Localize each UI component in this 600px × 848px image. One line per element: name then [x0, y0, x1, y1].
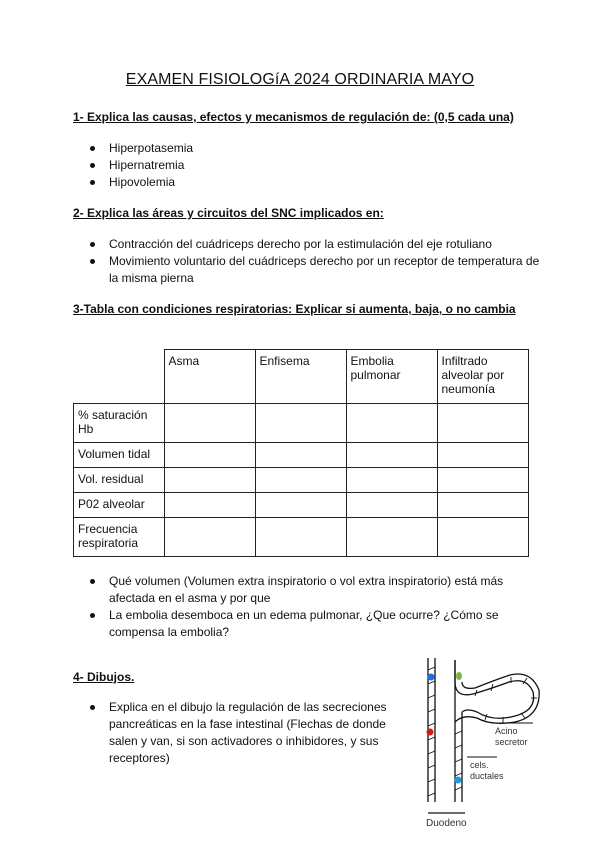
section-3-heading: 3-Tabla con condiciones respiratorias: Explicar si aumenta, baja, o no cambia — [73, 302, 516, 316]
column-header: Enfisema — [255, 350, 346, 404]
table-cell — [346, 404, 437, 443]
green-marker-icon — [456, 672, 462, 680]
section-1-heading: 1- Explica las causas, efectos y mecanismos de regulación de: (0,5 cada una) — [73, 110, 514, 124]
table-row — [74, 404, 529, 443]
table-cell — [255, 518, 346, 557]
table-cell — [255, 493, 346, 518]
table-cell — [346, 443, 437, 468]
red-marker-icon — [427, 729, 434, 736]
list-item: La embolia desemboca en un edema pulmonar, ¿Que ocurre? ¿Cómo se compensa la embolia? — [73, 607, 543, 641]
list-item: Contracción del cuádriceps derecho por la estimulación del eje rotuliano — [73, 236, 543, 253]
column-header: Embolia pulmonar — [346, 350, 437, 404]
acino-secretor-label: Acino secretor — [495, 726, 528, 747]
blue-marker-icon — [428, 674, 435, 681]
table-cell — [255, 404, 346, 443]
section-4-list — [73, 699, 393, 767]
section-1-list — [73, 140, 193, 191]
table-corner — [74, 350, 165, 404]
table-cell — [437, 518, 528, 557]
table-cell — [164, 493, 255, 518]
row-header: Vol. residual — [74, 468, 165, 493]
section-4-heading: 4- Dibujos. — [73, 670, 135, 684]
row-header: Frecuencia respiratoria — [74, 518, 165, 557]
table-cell — [346, 493, 437, 518]
table-cell — [255, 468, 346, 493]
list-item: Qué volumen (Volumen extra inspiratorio o vol extra inspiratorio) está más afectada en el asma y por que — [73, 573, 543, 607]
list-item: Hipernatremia — [73, 157, 193, 174]
table-cell — [346, 468, 437, 493]
list-item: Movimiento voluntario del cuádriceps derecho por un receptor de temperatura de la misma pierna — [73, 253, 543, 287]
table-cell — [437, 493, 528, 518]
table-cell — [346, 518, 437, 557]
cels-ductales-label: cels. ductales — [470, 760, 504, 781]
table-cell — [437, 468, 528, 493]
table-cell — [164, 518, 255, 557]
section-2-heading: 2- Explica las áreas y circuitos del SNC implicados en: — [73, 206, 384, 220]
list-item: Explica en el dibujo la regulación de las secreciones pancreáticas en la fase intestinal (Flechas de donde salen y van, si son activadores o inhibidores, y sus receptores) — [73, 699, 393, 767]
duodeno-label: Duodeno — [426, 818, 467, 829]
list-item: Hipovolemia — [73, 174, 193, 191]
section-2-list — [73, 236, 543, 287]
table-cell — [255, 443, 346, 468]
table-header-row — [74, 350, 529, 404]
row-header: Volumen tidal — [74, 443, 165, 468]
table-row — [74, 493, 529, 518]
respiratory-conditions-table — [73, 349, 529, 557]
table-cell — [437, 404, 528, 443]
light-blue-marker-icon — [455, 777, 462, 784]
pancreas-duodenum-diagram — [415, 650, 550, 840]
table-cell — [164, 468, 255, 493]
column-header: Asma — [164, 350, 255, 404]
column-header: Infiltrado alveolar por neumonía — [437, 350, 528, 404]
row-header: P02 alveolar — [74, 493, 165, 518]
table-cell — [164, 443, 255, 468]
section-3-list — [73, 573, 543, 641]
row-header: % saturación Hb — [74, 404, 165, 443]
table-cell — [437, 443, 528, 468]
table-row — [74, 468, 529, 493]
page-title: EXAMEN FISIOLOGíA 2024 ORDINARIA MAYO — [125, 71, 475, 88]
table-row — [74, 443, 529, 468]
table-row — [74, 518, 529, 557]
table-cell — [164, 404, 255, 443]
list-item: Hiperpotasemia — [73, 140, 193, 157]
